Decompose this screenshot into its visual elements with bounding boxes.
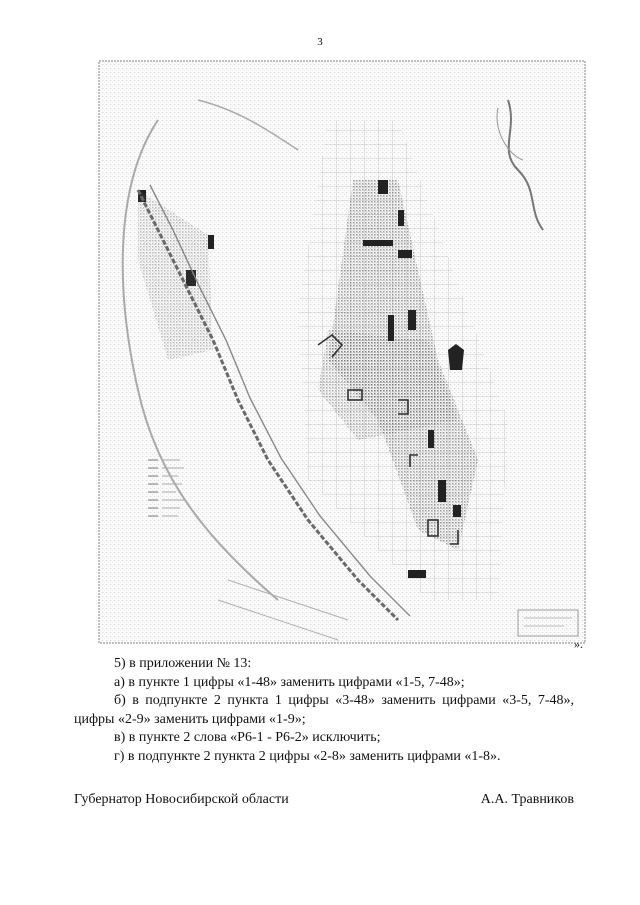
page-number: 3	[317, 36, 323, 48]
item-b-line2: цифры «2-9» заменить цифрами «1-9»;	[74, 711, 306, 727]
item-a: а) в пункте 1 цифры «1-48» заменить цифрами «1-5, 7-48»;	[114, 674, 465, 690]
item-g: г) в подпункте 2 пункта 2 цифры «2-8» заменить цифрами «1-8».	[114, 748, 501, 764]
map-drawing	[98, 60, 586, 644]
signatory-name: А.А. Травников	[480, 792, 574, 807]
signatory-position: Губернатор Новосибирской области	[74, 792, 289, 807]
city-plan-map	[98, 60, 586, 644]
map-closing-quote: ».	[574, 637, 583, 651]
item-b-line1: б) в подпункте 2 пункта 1 цифры «3-48» заменить цифрами «3-5, 7-48»,	[114, 693, 574, 708]
item-5-heading: 5) в приложении № 13:	[114, 656, 252, 671]
amendments-text	[74, 655, 574, 766]
signature-block	[74, 792, 574, 808]
item-v: в) в пункте 2 слова «Р6-1 - Р6-2» исключить;	[114, 730, 381, 745]
